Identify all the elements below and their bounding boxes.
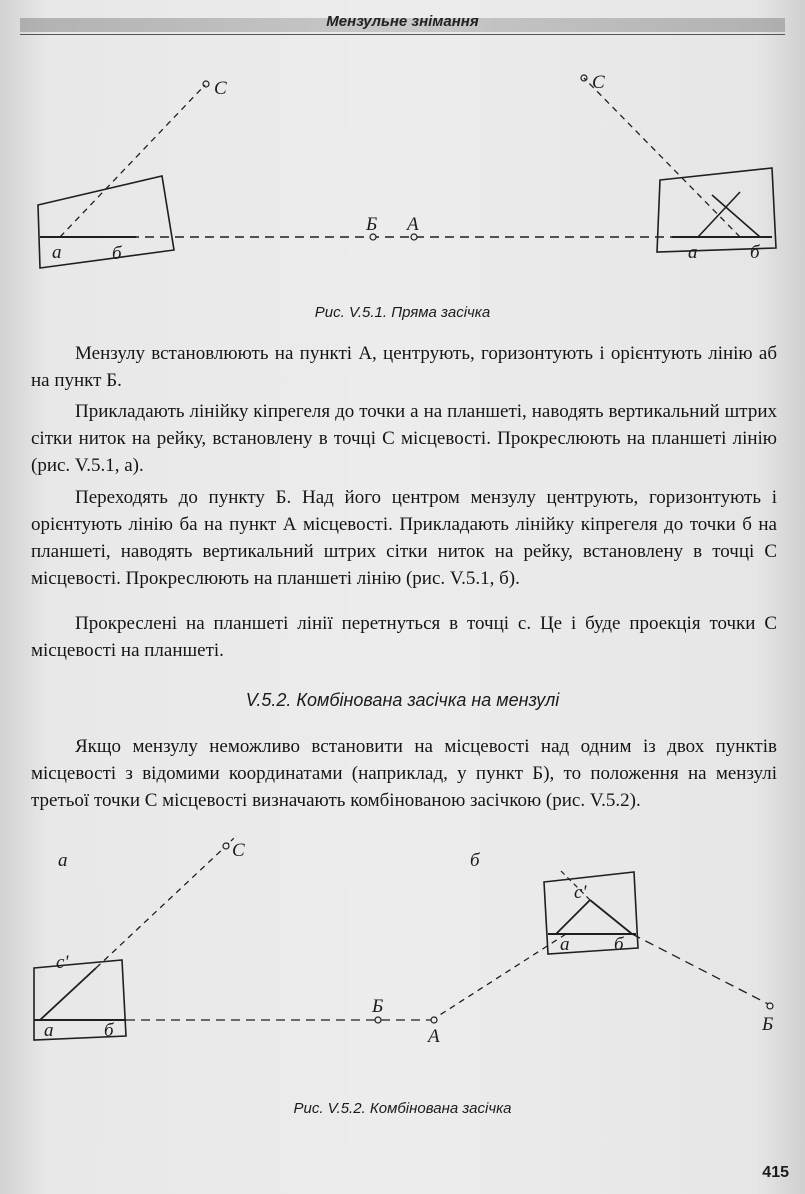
- figure2-caption: Рис. V.5.2. Комбінована засічка: [293, 1100, 512, 1117]
- left-ray-to-c-2: [96, 846, 226, 968]
- right-plane-table-2: [544, 872, 638, 954]
- label-a-left: a: [52, 242, 62, 263]
- label-a-top: а: [58, 850, 68, 871]
- label-b-bottom-mid: Б: [372, 996, 384, 1017]
- running-head: [0, 8, 805, 34]
- running-title: Мензульне знімання: [326, 13, 479, 30]
- label-a-mid: А: [407, 214, 419, 235]
- paragraph-2: Прикладають лінійку кіпрегеля до точки а на планшеті, наводять вертикальний штрих сітки ниток на рейку, встановлену в точці С місцевості. Прокреслюють на планшеті лінію (рис. V.5.1, а).: [31, 401, 777, 476]
- right-board-cross-b: [712, 195, 760, 237]
- figure-direct-intersection: [0, 60, 805, 300]
- label-b-left: б: [112, 243, 122, 264]
- right-ray-to-c: [584, 78, 740, 237]
- figure1-caption: Рис. V.5.1. Пряма засічка: [314, 304, 491, 321]
- point-b-right-marker: [767, 1003, 773, 1009]
- right-plane-table: [657, 168, 776, 252]
- label-a-left-2: a: [44, 1020, 54, 1041]
- label-c-prime-left: c': [56, 952, 69, 973]
- paragraph-3: Переходять до пункту Б. Над його центром мензулу центрують, горизонтують і орієнтують лінію ба на пункт А місцевості. Прикладають лінійку кіпрегеля до точки б на планшеті, наводять вертикальний штрих сітки ниток на рейку, встановлену в точці С місцевості. Прокреслюють на планшеті лінію (рис. V.5.1, б).: [31, 487, 777, 589]
- paragraph-5: Якщо мензулу неможливо встановити на місцевості над одним із двох пунктів місцевості з відомими координатами (наприклад, у пункт Б), то положення на мензулі третьої точки С місцевості визначають комбінованою засічкою (рис. V.5.2).: [31, 736, 777, 811]
- label-c-right: C: [592, 72, 605, 93]
- point-a-bottom-marker: [431, 1017, 437, 1023]
- figure-combined-intersection: [0, 818, 805, 1048]
- paragraph-4: Прокреслені на планшеті лінії перетнуться в точці с. Це і буде проекція точки С місцевості на планшеті.: [31, 613, 777, 661]
- point-b-bottom-marker: [375, 1017, 381, 1023]
- right-board-tri-a: [556, 900, 590, 934]
- label-b-left-2: б: [104, 1020, 114, 1041]
- label-a-right: a: [688, 242, 698, 263]
- section-title: V.5.2. Комбінована засічка на мензулі: [245, 690, 560, 710]
- label-c-prime-right: c': [574, 882, 587, 903]
- label-a-right-2: a: [560, 934, 570, 955]
- label-b-right-2: б: [614, 934, 624, 955]
- label-b-right: б: [750, 242, 760, 263]
- paragraph-1: Мензулу встановлюють на пункті А, центрують, горизонтують і орієнтують лінію аб на пункт Б.: [31, 343, 777, 391]
- dashed-a-to-b-bottom: [66, 870, 770, 1008]
- header-rule: [20, 34, 785, 35]
- label-c-mid: C: [232, 840, 245, 861]
- label-b-mid: Б: [366, 214, 378, 235]
- point-c-left-marker: [203, 81, 209, 87]
- point-c-right-marker: [581, 75, 587, 81]
- left-board-ray: [40, 968, 96, 1020]
- right-ray-to-a: [432, 934, 566, 1020]
- left-ray-to-c: [60, 85, 205, 237]
- label-b-bottom-right: Б: [762, 1014, 774, 1035]
- point-c-marker-2: [223, 843, 229, 849]
- label-b-top: б: [470, 850, 480, 871]
- page-number: 415: [762, 1164, 789, 1181]
- label-a-bottom: А: [428, 1026, 440, 1047]
- right-board-tri-b: [590, 900, 632, 934]
- label-c-left: C: [214, 78, 227, 99]
